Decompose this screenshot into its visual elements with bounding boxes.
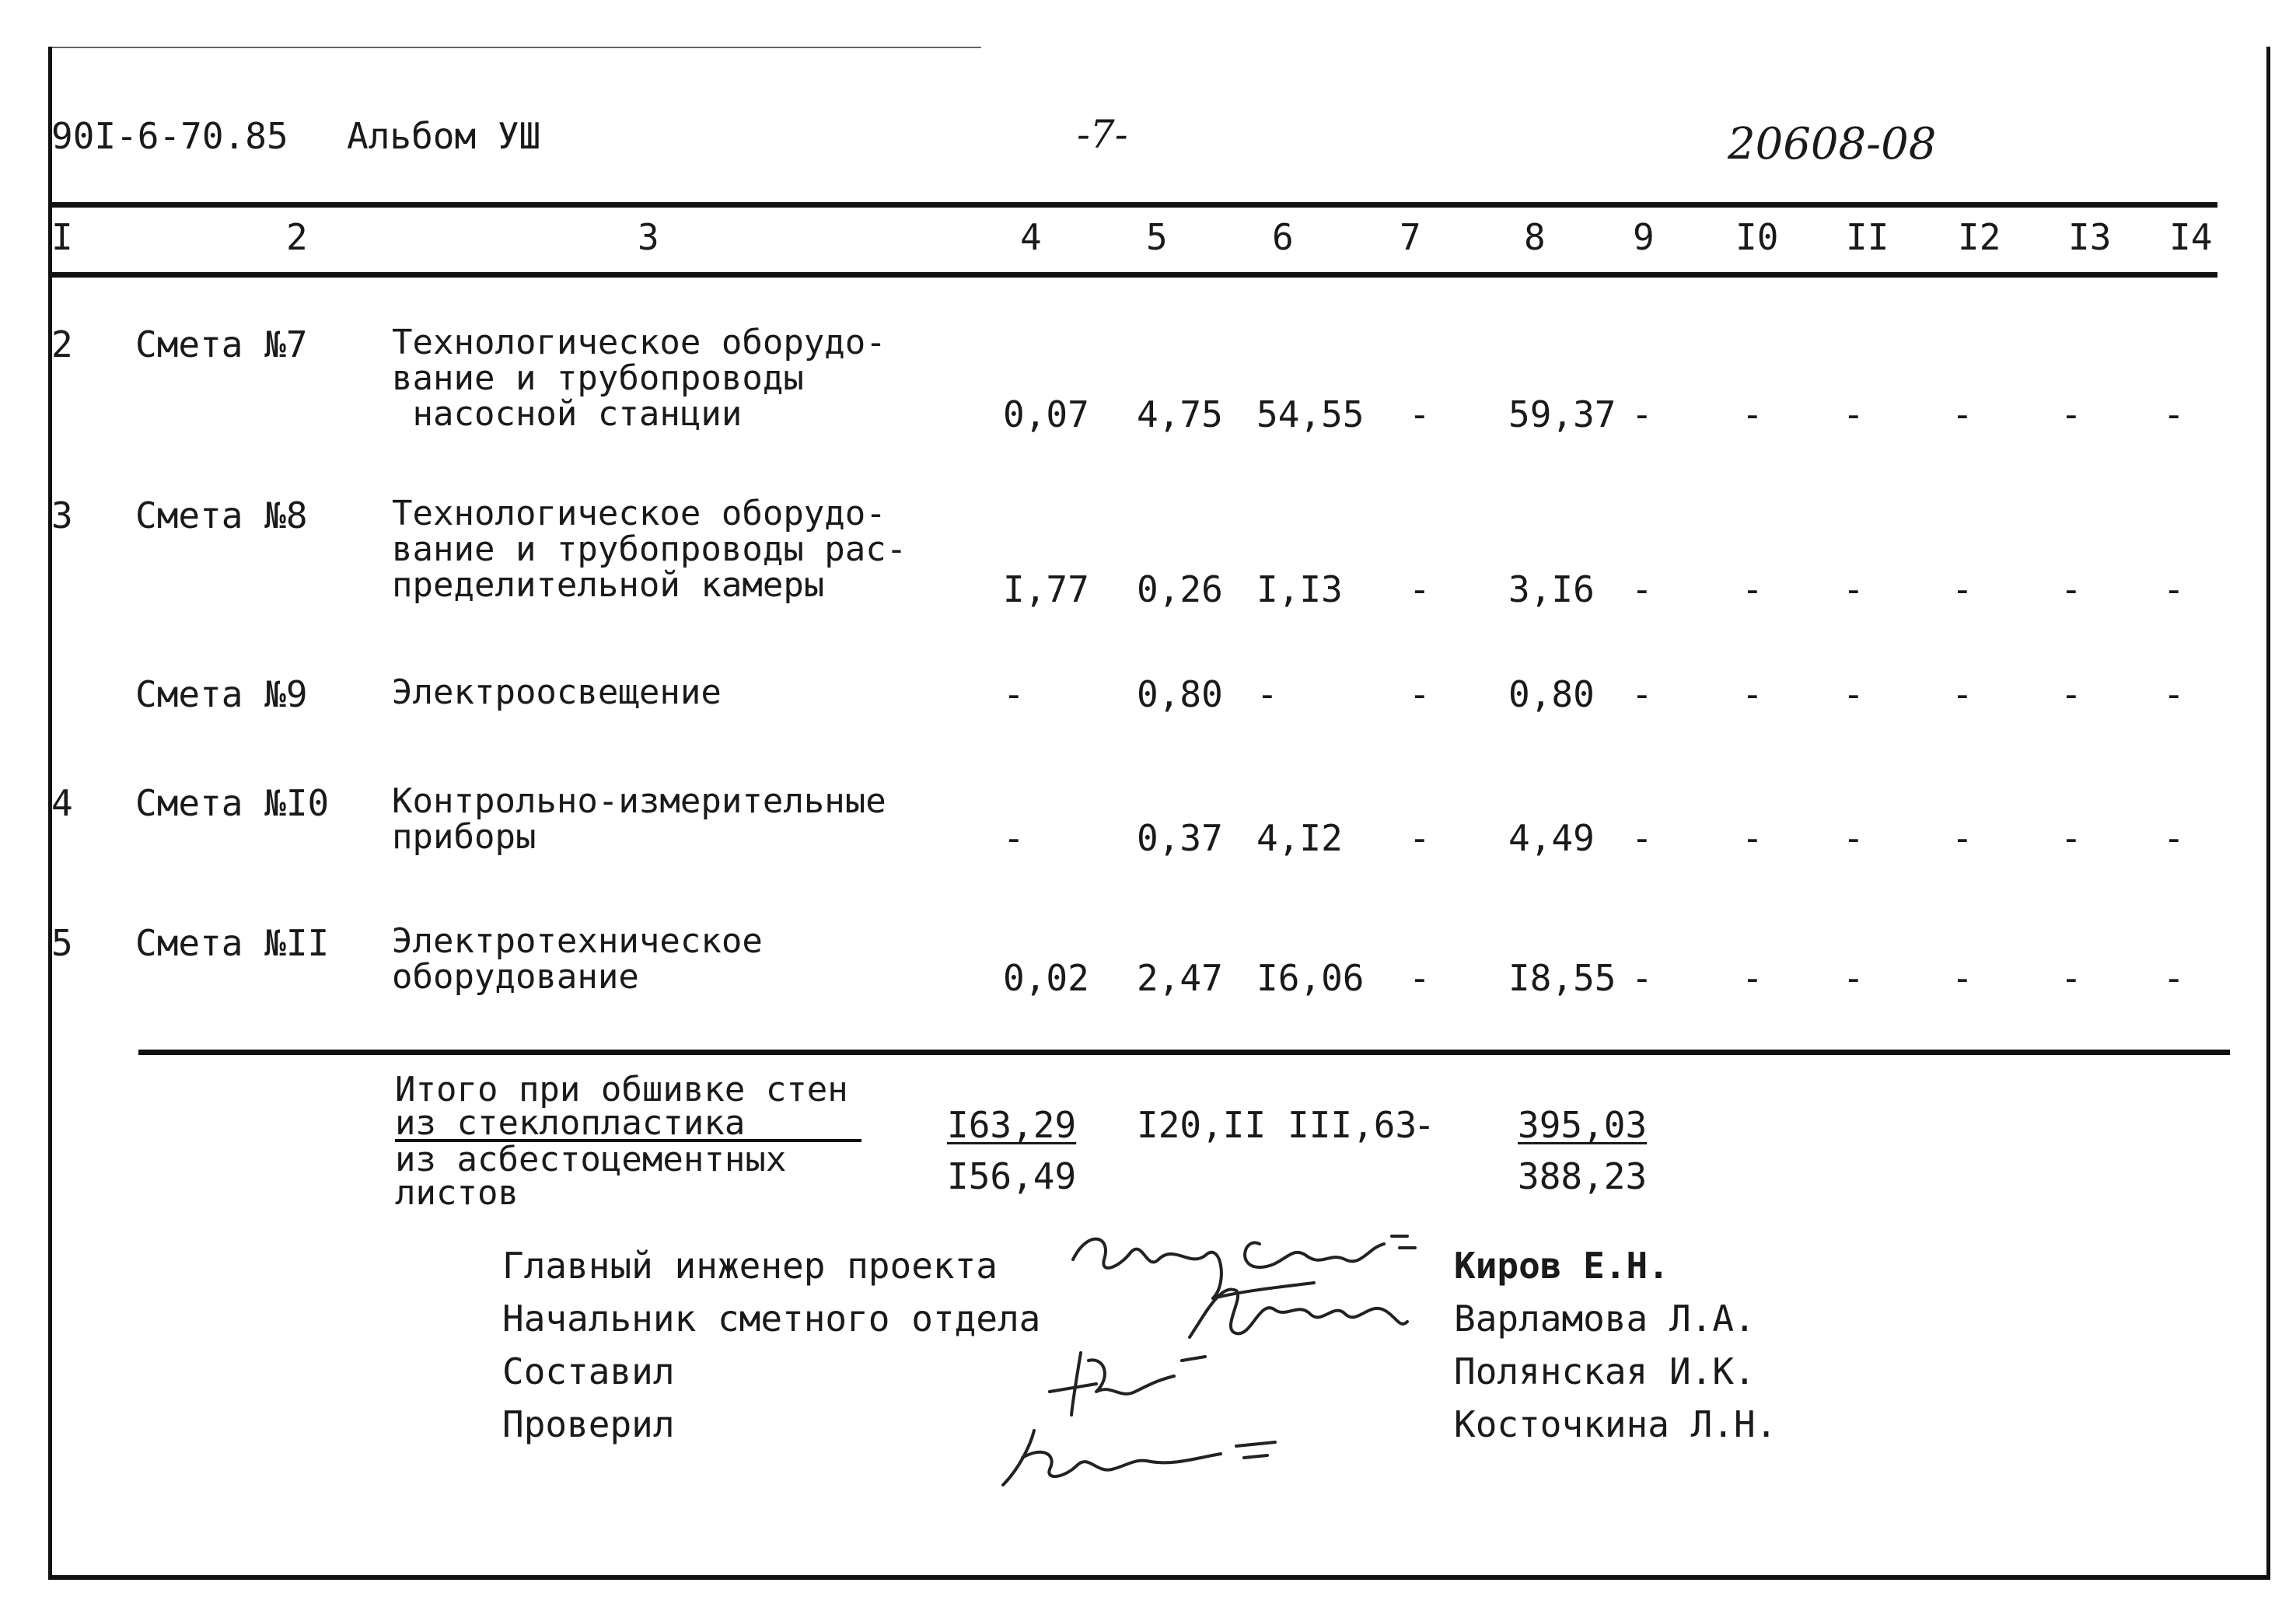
cell-c4: 0,02 bbox=[1003, 957, 1089, 999]
row-number: 4 bbox=[51, 782, 73, 824]
cell-c6: 54,55 bbox=[1256, 393, 1365, 435]
cell-c7: - bbox=[1409, 568, 1431, 610]
estimate-title: Электротехническое оборудование bbox=[392, 921, 763, 997]
cell-c6: I,I3 bbox=[1256, 568, 1343, 610]
cell-c5: 2,47 bbox=[1137, 957, 1223, 999]
total-c7: - bbox=[1414, 1104, 1435, 1146]
estimate-ref: Смета №II bbox=[135, 922, 330, 964]
cell-c8: 3,I6 bbox=[1508, 568, 1595, 610]
column-number-13: I3 bbox=[2068, 216, 2112, 258]
cell-c8: 4,49 bbox=[1508, 817, 1595, 859]
column-number-14: I4 bbox=[2169, 216, 2213, 258]
role-checked-by: Проверил bbox=[502, 1403, 675, 1445]
cell-c10: - bbox=[1742, 957, 1763, 999]
cell-c5: 0,26 bbox=[1137, 568, 1223, 610]
estimate-title: Технологическое оборудо- вание и трубопроводы рас- пределительной камеры bbox=[392, 494, 907, 605]
cell-c9: - bbox=[1631, 673, 1653, 715]
cell-c11: - bbox=[1843, 673, 1864, 715]
cell-c13: - bbox=[2060, 393, 2082, 435]
cell-c11: - bbox=[1843, 568, 1864, 610]
totals-label-1: Итого при обшивке стен bbox=[395, 1070, 848, 1109]
totals-rule bbox=[138, 1050, 2230, 1055]
cell-c13: - bbox=[2060, 817, 2082, 859]
role-chief-engineer: Главный инженер проекта bbox=[502, 1245, 998, 1287]
cell-c7: - bbox=[1409, 673, 1431, 715]
column-number-7: 7 bbox=[1400, 216, 1421, 258]
cell-c4: - bbox=[1003, 673, 1025, 715]
total-c5: I20,II bbox=[1137, 1104, 1267, 1146]
cell-c4: - bbox=[1003, 817, 1025, 859]
totals-label-4: листов bbox=[395, 1173, 519, 1213]
cell-c8: 59,37 bbox=[1508, 393, 1616, 435]
cell-c9: - bbox=[1631, 393, 1653, 435]
column-number-11: II bbox=[1846, 216, 1889, 258]
cell-c10: - bbox=[1742, 817, 1763, 859]
cell-c8: I8,55 bbox=[1508, 957, 1616, 999]
cell-c8: 0,80 bbox=[1508, 673, 1595, 715]
column-number-1: I bbox=[51, 216, 73, 258]
stamp-number: 20608-08 bbox=[1728, 119, 1937, 169]
estimate-title: Электроосвещение bbox=[392, 672, 722, 712]
cell-c9: - bbox=[1631, 568, 1653, 610]
role-compiled-by: Составил bbox=[502, 1350, 675, 1392]
column-number-12: I2 bbox=[1958, 216, 2001, 258]
name-compiled-by: Полянская И.К. bbox=[1454, 1350, 1756, 1392]
cell-c4: I,77 bbox=[1003, 568, 1089, 610]
total-c6: III,63 bbox=[1288, 1104, 1417, 1146]
column-number-6: 6 bbox=[1272, 216, 1294, 258]
cell-c11: - bbox=[1843, 957, 1864, 999]
cell-c12: - bbox=[1952, 673, 1973, 715]
row-number: 3 bbox=[51, 494, 73, 536]
cell-c10: - bbox=[1742, 673, 1763, 715]
cell-c12: - bbox=[1952, 957, 1973, 999]
cell-c9: - bbox=[1631, 817, 1653, 859]
cell-c7: - bbox=[1409, 957, 1431, 999]
cell-c9: - bbox=[1631, 957, 1653, 999]
page-number: -7- bbox=[1077, 112, 1128, 157]
estimate-ref: Смета №7 bbox=[135, 323, 308, 365]
header-rule bbox=[48, 202, 2217, 208]
column-number-8: 8 bbox=[1524, 216, 1546, 258]
column-rule bbox=[48, 272, 2217, 278]
cell-c13: - bbox=[2060, 673, 2082, 715]
cell-c12: - bbox=[1952, 817, 1973, 859]
cell-c14: - bbox=[2163, 673, 2185, 715]
cell-c5: 0,80 bbox=[1137, 673, 1223, 715]
cell-c11: - bbox=[1843, 817, 1864, 859]
estimate-title: Контрольно-измерительные приборы bbox=[392, 781, 886, 857]
cell-c14: - bbox=[2163, 393, 2185, 435]
cell-c6: I6,06 bbox=[1256, 957, 1365, 999]
role-estimates-head: Начальник сметного отдела bbox=[502, 1298, 1041, 1340]
cell-c14: - bbox=[2163, 957, 2185, 999]
column-number-5: 5 bbox=[1146, 216, 1168, 258]
cell-c10: - bbox=[1742, 568, 1763, 610]
cell-c5: 4,75 bbox=[1137, 393, 1223, 435]
estimate-ref: Смета №8 bbox=[135, 494, 308, 536]
cell-c6: 4,I2 bbox=[1256, 817, 1343, 859]
row-number: 2 bbox=[51, 323, 73, 365]
doc-code: 90I-6-70.85 bbox=[51, 115, 288, 157]
column-number-3: 3 bbox=[638, 216, 659, 258]
total-c4-glass: I63,29 bbox=[947, 1104, 1077, 1146]
row-number: 5 bbox=[51, 922, 73, 964]
cell-c10: - bbox=[1742, 393, 1763, 435]
album-label: Альбом УШ bbox=[347, 115, 541, 157]
cell-c6: - bbox=[1256, 673, 1278, 715]
estimate-ref: Смета №I0 bbox=[135, 782, 330, 824]
cell-c13: - bbox=[2060, 568, 2082, 610]
cell-c12: - bbox=[1952, 393, 1973, 435]
cell-c13: - bbox=[2060, 957, 2082, 999]
total-c4-asbestos: I56,49 bbox=[947, 1155, 1077, 1197]
name-chief-engineer: Киров Е.Н. bbox=[1454, 1245, 1669, 1287]
signature-checked-by bbox=[987, 1415, 1298, 1500]
signature-compiled-by bbox=[1034, 1337, 1236, 1423]
cell-c14: - bbox=[2163, 817, 2185, 859]
estimate-ref: Смета №9 bbox=[135, 673, 308, 715]
totals-label-2: из стеклопластика bbox=[395, 1103, 746, 1143]
column-number-4: 4 bbox=[1020, 216, 1042, 258]
estimate-title: Технологическое оборудо- вание и трубопроводы насосной станции bbox=[392, 323, 886, 434]
name-checked-by: Косточкина Л.Н. bbox=[1454, 1403, 1777, 1445]
cell-c4: 0,07 bbox=[1003, 393, 1089, 435]
cell-c5: 0,37 bbox=[1137, 817, 1223, 859]
cell-c14: - bbox=[2163, 568, 2185, 610]
total-c8-glass: 395,03 bbox=[1518, 1104, 1648, 1146]
cell-c7: - bbox=[1409, 817, 1431, 859]
cell-c12: - bbox=[1952, 568, 1973, 610]
cell-c7: - bbox=[1409, 393, 1431, 435]
name-estimates-head: Варламова Л.А. bbox=[1454, 1298, 1756, 1340]
cell-c11: - bbox=[1843, 393, 1864, 435]
column-number-10: I0 bbox=[1735, 216, 1779, 258]
column-number-2: 2 bbox=[286, 216, 308, 258]
totals-label-3: из асбестоцементных bbox=[395, 1140, 787, 1179]
column-number-9: 9 bbox=[1633, 216, 1655, 258]
total-c8-asbestos: 388,23 bbox=[1518, 1155, 1648, 1197]
